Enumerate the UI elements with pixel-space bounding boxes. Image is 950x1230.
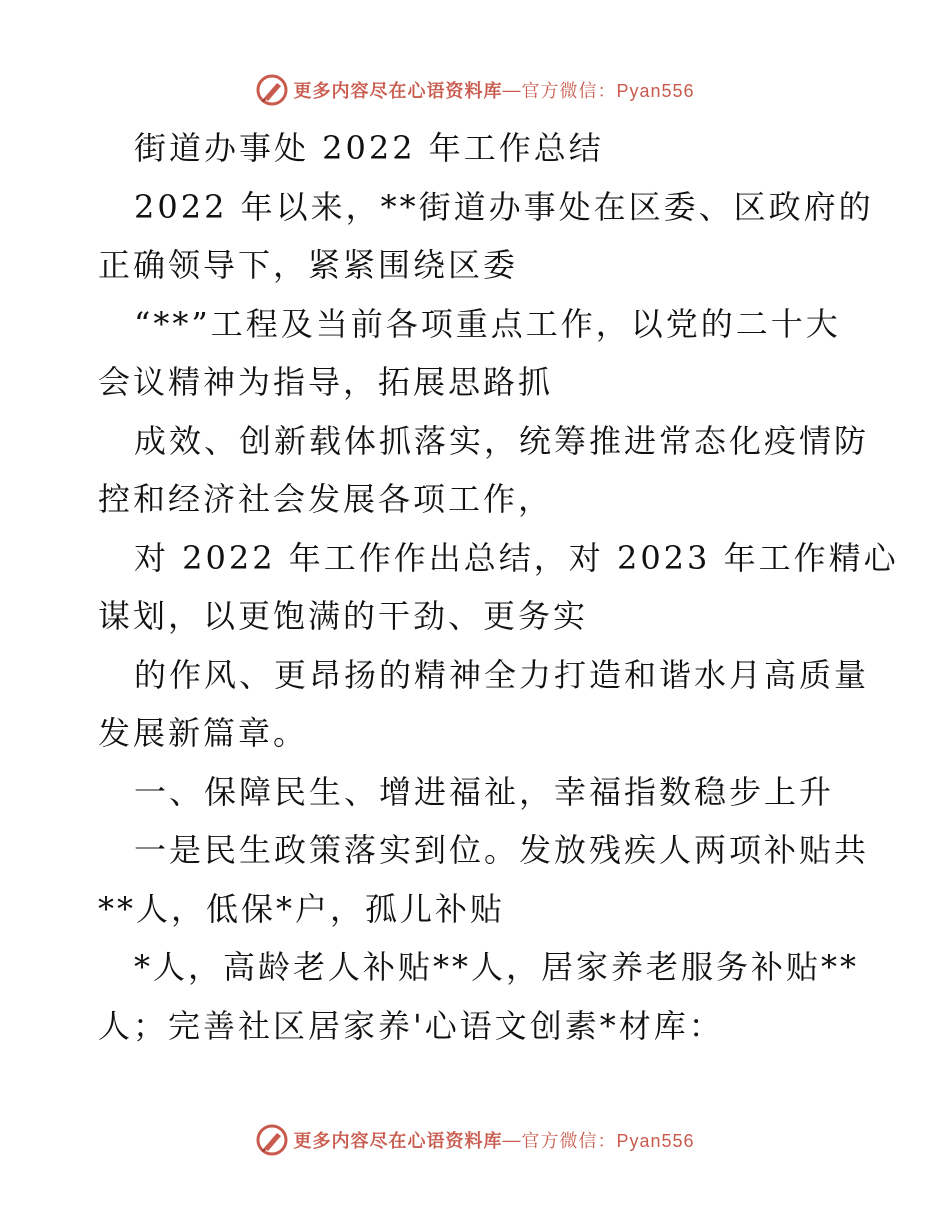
paragraph-line: 谋划，以更饱满的干劲、更务实 bbox=[98, 597, 589, 635]
document-title: 街道办事处 2022 年工作总结 bbox=[134, 129, 604, 167]
paragraph-line: “**”工程及当前各项重点工作，以党的二十大 bbox=[134, 305, 841, 343]
section-heading: 一、保障民生、增进福祉，幸福指数稳步上升 bbox=[134, 773, 835, 811]
paragraph-line: 成效、创新载体抓落实，统筹推进常态化疫情防 bbox=[134, 422, 870, 460]
watermark-main-text: 更多内容尽在心语资料库 bbox=[293, 1131, 503, 1151]
paragraph-line: 一是民生政策落实到位。发放残疾人两项补贴共 bbox=[134, 831, 870, 869]
watermark-wechat-text: 官方微信：Pyan556 bbox=[521, 1131, 695, 1151]
paragraph-line: 发展新篇章。 bbox=[98, 714, 309, 752]
watermark-separator: — bbox=[502, 79, 522, 100]
paragraph-line: **人，低保*户，孤儿补贴 bbox=[98, 890, 506, 928]
watermark-separator: — bbox=[502, 1129, 522, 1150]
paragraph-line: 控和经济社会发展各项工作， bbox=[98, 480, 554, 518]
pen-logo-icon bbox=[255, 73, 289, 107]
pen-logo-icon bbox=[255, 1123, 289, 1157]
paragraph-line: 会议精神为指导，拓展思路抓 bbox=[98, 363, 554, 401]
paragraph-line: 对 2022 年工作作出总结，对 2023 年工作精心 bbox=[134, 539, 899, 577]
paragraph-line: 正确领导下，紧紧围绕区委 bbox=[98, 246, 519, 284]
watermark-footer bbox=[0, 1118, 950, 1162]
watermark-wechat-text: 官方微信：Pyan556 bbox=[521, 81, 695, 101]
paragraph-line: *人，高龄老人补贴**人，居家养老服务补贴** bbox=[134, 948, 860, 986]
watermark-main-text: 更多内容尽在心语资料库 bbox=[293, 81, 503, 101]
paragraph-line: 的作风、更昂扬的精神全力打造和谐水月高质量 bbox=[134, 656, 870, 694]
paragraph-line: 人；完善社区居家养'心语文创素*材库： bbox=[98, 1007, 724, 1045]
paragraph-line: 2022 年以来，**街道办事处在区委、区政府的 bbox=[134, 188, 874, 226]
watermark-header bbox=[0, 68, 950, 112]
